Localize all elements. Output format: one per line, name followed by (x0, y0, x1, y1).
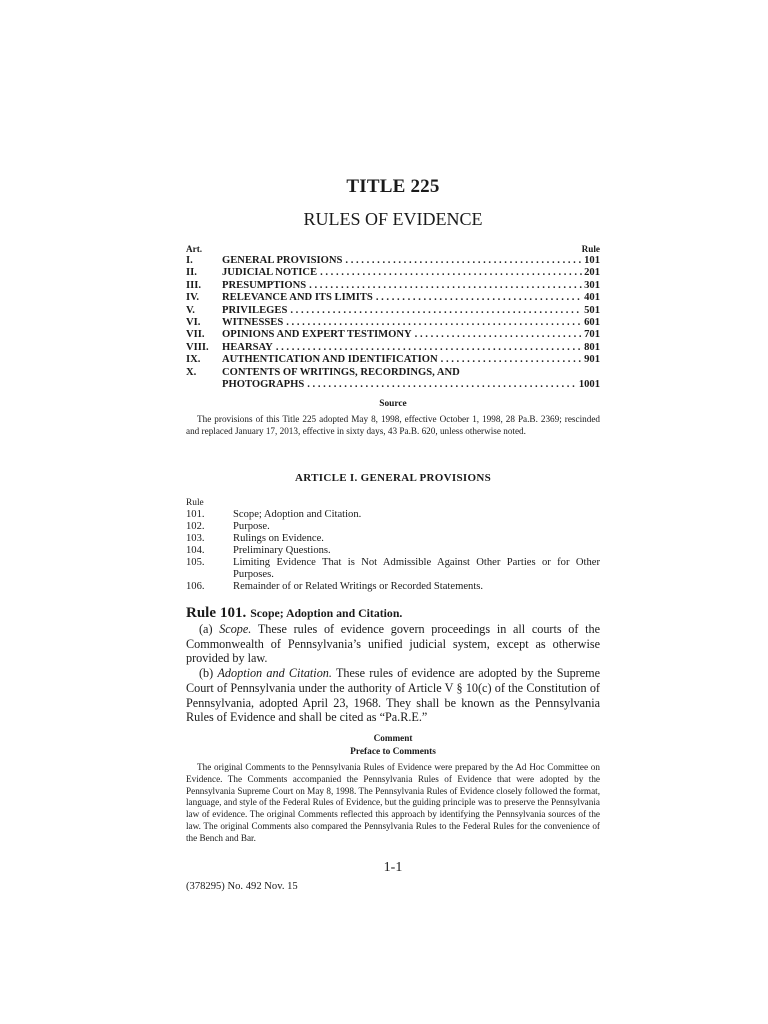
table-of-contents (186, 244, 600, 391)
rule-list-item (186, 509, 600, 521)
toc-art-header: Art. (186, 244, 203, 254)
toc-rule-number: 301 (584, 279, 600, 291)
rule-list-number: 102. (186, 521, 205, 532)
toc-entry (222, 255, 584, 267)
toc-article-title: OPINIONS AND EXPERT TESTIMONY (222, 329, 412, 341)
toc-article-title: AUTHENTICATION AND IDENTIFICATION (222, 354, 438, 366)
toc-entry (222, 367, 600, 379)
toc-article-title: RELEVANCE AND ITS LIMITS (222, 292, 373, 304)
article-heading: ARTICLE I. GENERAL PROVISIONS (295, 472, 491, 484)
toc-article-title: WITNESSES (222, 316, 284, 328)
toc-entry (222, 329, 584, 341)
source-text: The provisions of this Title 225 adopted May 8, 1998, effective October 1, 1998, 28 Pa.B. 2369; rescinded and replaced January 17, 2013, effective in sixty days, 43 Pa.B. 620, unless otherwise noted. (186, 414, 600, 436)
rule-list-title: Purpose. (233, 521, 270, 532)
rule-list-number: 104. (186, 545, 205, 556)
page-subtitle: RULES OF EVIDENCE (303, 209, 483, 229)
page-number: 1-1 (383, 860, 403, 875)
subsection-a-text: These rules of evidence govern proceedings in all courts of the Commonwealth of Pennsylvania’s unified judicial system, except as otherwise provided by law. (186, 622, 600, 666)
toc-rule-number: 101 (584, 255, 600, 266)
toc-entry (222, 342, 584, 354)
rule-list-title: Scope; Adoption and Citation. (233, 509, 362, 520)
toc-article-title: GENERAL PROVISIONS (222, 255, 343, 266)
toc-row (186, 329, 600, 341)
toc-leader-dots (276, 342, 582, 354)
toc-row (186, 305, 600, 317)
toc-article-title: PHOTOGRAPHS (222, 378, 305, 390)
rule-list-number: 105. (186, 557, 205, 568)
rule-list-number: 101. (186, 509, 205, 520)
toc-article-title: HEARSAY (222, 341, 273, 353)
toc-article-number: III. (186, 279, 202, 291)
rule-list-header: Rule (186, 498, 204, 508)
toc-rule-number: 1001 (578, 378, 600, 390)
toc-row (186, 255, 600, 267)
subsection-b (186, 666, 600, 725)
toc-row (186, 354, 600, 366)
toc-rule-number: 601 (584, 316, 600, 328)
toc-header (186, 244, 600, 255)
toc-leader-dots (309, 280, 582, 292)
toc-leader-dots (345, 255, 582, 267)
toc-article-title: PRIVILEGES (222, 304, 288, 316)
toc-entry (222, 280, 584, 292)
subsection-b-prefix: (b) (199, 666, 214, 681)
rule-number: 101. (220, 605, 247, 621)
preface-heading: Preface to Comments (350, 747, 436, 757)
toc-article-number: IX. (186, 354, 201, 366)
subsection-a (186, 622, 600, 666)
toc-rule-number: 801 (584, 341, 600, 353)
rule-list-item (186, 521, 600, 533)
toc-row (186, 280, 600, 292)
toc-entry (222, 305, 584, 317)
toc-article-number: II. (186, 267, 197, 279)
toc-article-number: IV. (186, 292, 200, 304)
page-title: TITLE 225 (346, 176, 440, 197)
toc-row (186, 342, 600, 354)
toc-article-number: V. (186, 304, 195, 316)
rule-rows (186, 509, 600, 593)
toc-entry (222, 379, 579, 391)
rule-list-title: Remainder of or Related Writings or Recorded Statements. (233, 581, 484, 592)
toc-leader-dots (307, 379, 577, 391)
toc-article-number: VIII. (186, 341, 209, 353)
toc-rows (186, 255, 600, 391)
subsection-a-title: Scope. (219, 622, 252, 636)
rule-101-heading (186, 604, 600, 622)
rule-list-item (186, 557, 600, 581)
rule-title: Scope; Adoption and Citation. (250, 606, 403, 620)
toc-leader-dots (376, 292, 582, 304)
toc-rule-header: Rule (581, 244, 600, 254)
preface-text: The original Comments to the Pennsylvania Rules of Evidence were prepared by the Ad Hoc Committee on Evidence. The Comments accompanied the Pennsylvania Rules of Evidence that were adopted by the Pennsylvania Supreme Court on May 8, 1998. The Pennsylvania Rules of Evidence closely followed the format, language, and style of the Federal Rules of Evidence, but the guiding principle was to preserve the Pennsylvania law of evidence. The original Comments reflected this approach by identifying the Pennsylvania sources of the law. The original Comments also compared the Pennsylvania Rules to the Federal Rules for the convenience of the Bench and Bar. (186, 762, 600, 843)
toc-row (186, 317, 600, 329)
toc-leader-dots (415, 329, 582, 341)
toc-entry (222, 317, 584, 329)
toc-leader-dots (286, 317, 582, 329)
toc-rule-number: 401 (584, 292, 600, 304)
toc-rule-number: 901 (584, 354, 600, 366)
toc-row (186, 292, 600, 304)
subsection-b-text: These rules of evidence are adopted by the Supreme Court of Pennsylvania under the authority of Article V § 10(c) of the Constitution of Pennsylvania, adopted April 23, 1968. They shall be known as the Pennsylvania Rules of Evidence and shall be cited as “Pa.R.E.” (186, 666, 601, 725)
toc-article-number: X. (186, 366, 197, 378)
page-footer: (378295) No. 492 Nov. 15 (186, 881, 298, 892)
toc-entry (222, 292, 584, 304)
rule-list-number: 106. (186, 581, 205, 592)
toc-entry (222, 354, 584, 366)
toc-article-title: CONTENTS OF WRITINGS, RECORDINGS, AND (222, 366, 460, 378)
toc-article-number: VI. (186, 316, 201, 328)
toc-leader-dots (290, 305, 582, 317)
toc-rule-number: 501 (584, 304, 600, 316)
toc-article-number: VII. (186, 329, 205, 341)
toc-row (186, 379, 600, 391)
comment-heading: Comment (373, 733, 413, 743)
subsection-b-title: Adoption and Citation. (217, 666, 332, 681)
rule-list-item (186, 533, 600, 545)
toc-rule-number: 701 (584, 329, 600, 341)
toc-article-number (186, 379, 222, 391)
subsection-a-prefix: (a) (199, 622, 213, 636)
toc-row (186, 367, 600, 379)
source-heading: Source (379, 399, 407, 409)
toc-article-number: I. (186, 255, 193, 266)
rule-list-title: Preliminary Questions. (233, 545, 331, 556)
rule-list-item (186, 545, 600, 557)
toc-article-title: PRESUMPTIONS (222, 279, 307, 291)
toc-rule-number: 201 (584, 267, 600, 279)
rule-list-number: 103. (186, 533, 205, 544)
rule-list-item (186, 581, 600, 593)
rule-101-body (186, 622, 600, 725)
rule-list-title: Limiting Evidence That is Not Admissible Against Other Parties or for Other Purposes. (233, 557, 600, 580)
toc-article-title: JUDICIAL NOTICE (222, 267, 318, 279)
toc-leader-dots (441, 354, 582, 366)
article-rule-list (186, 498, 600, 593)
toc-leader-dots (320, 267, 582, 279)
rule-label: Rule (186, 605, 216, 621)
toc-row (186, 267, 600, 279)
toc-entry (222, 267, 584, 279)
rule-list-title: Rulings on Evidence. (233, 533, 324, 544)
